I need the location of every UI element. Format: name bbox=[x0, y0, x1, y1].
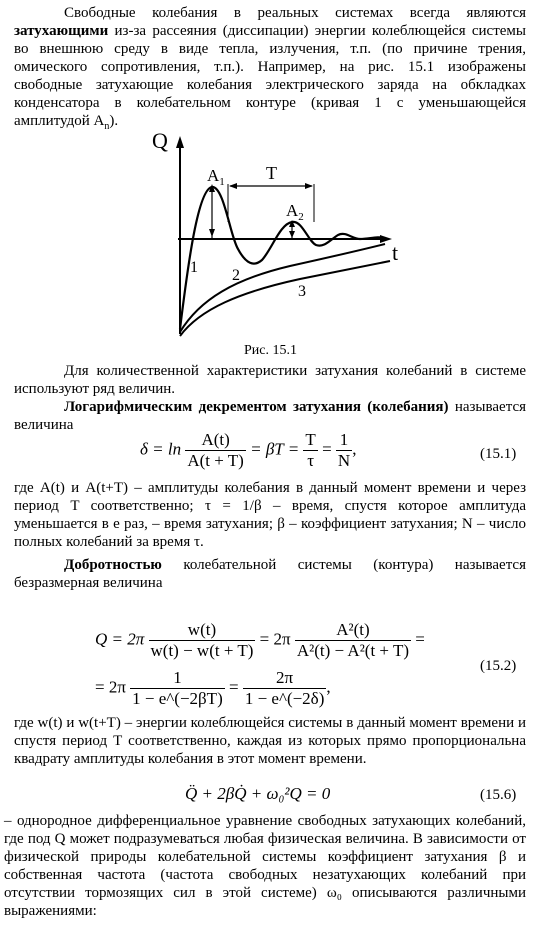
term-damped: затухающими bbox=[14, 23, 109, 39]
curve-2-label: 2 bbox=[232, 267, 240, 284]
y-axis-label: Q bbox=[152, 128, 168, 153]
equation-15-6-number: (15.6) bbox=[480, 787, 517, 803]
a1-arrow-down bbox=[209, 229, 215, 237]
term-log-decrement: Логарифмическим декрементом затухания (колебания) bbox=[64, 399, 449, 415]
equation-15-1: δ = ln $\frac{A(t)}{A(t + T)}$ = βT = $\frac{T}{\tau}$ = $\frac{1}{N}$ , bbox=[140, 430, 357, 470]
log-decrement-paragraph: Логарифмическим декрементом затухания (колебания) называется величина bbox=[14, 399, 527, 433]
period-arrow-right bbox=[305, 183, 313, 189]
period-arrow-left bbox=[229, 183, 237, 189]
equation-15-6: Q̈ + 2βQ̇ + ω₀²Q = 0 bbox=[185, 784, 331, 803]
y-axis-arrow bbox=[176, 136, 184, 148]
curve-1-damped-oscillation bbox=[180, 187, 385, 329]
period-label: T bbox=[266, 163, 277, 183]
energy-paragraph: где w(t) и w(t+T) – энергии колеблющейся системы в данный момент времени и спустя период T соответственно, каждая из которых прямо пропорциональна квадрату амплитуды колебания в этот момент времени. bbox=[14, 715, 526, 767]
differential-equation-paragraph: – однородное дифференциальное уравнение свободных затухающих колебаний, где под Q может подразумеваться любая физическая величина. В зависимости от физической природы колебательной системы коэффициент затухания β и собственная частота (частота свободных незатухающих колебаний при отсутствии тормозящих сил в этой системе) ω₀ описываются различными выражениями: bbox=[4, 813, 526, 919]
figure-15-1 bbox=[140, 124, 420, 344]
curve-2 bbox=[180, 244, 385, 332]
a2-arrow-down bbox=[289, 231, 295, 238]
quantities-paragraph: Для количественной характеристики затухания колебаний в системе используют ряд величин. bbox=[14, 363, 526, 397]
a2-label: $A_2$ bbox=[286, 201, 304, 223]
x-axis-label: t bbox=[392, 240, 399, 265]
quality-factor-paragraph: Добротностью колебательной системы (контура) называется безразмерная величина bbox=[14, 557, 526, 591]
curve-3-label: 3 bbox=[298, 283, 306, 300]
x-axis-arrow bbox=[380, 235, 392, 243]
intro-paragraph: Свободные колебания в реальных системах всегда являются затухающими из-за рассеяния (диссипации) энергии колеблющейся системы во внешнюю среду в виде тепла, излучения, т.п. (по причине трения, омического сопротивления, т.п.). Например, на рис. 15.1 изображены свободные затухающие колебания электрического заряда на обкладках конденсатора в колебательном контуре (кривая 1 с уменьшающейся амплитудой $A_n$). bbox=[14, 5, 526, 132]
curve-1-label: 1 bbox=[190, 259, 198, 276]
figure-caption: Рис. 15.1 bbox=[244, 343, 297, 358]
equation-15-2-line-2: = 2π $\frac{1}{1 - e\^{}(-2\beta T)}$ = $\frac{2\pi}{1 - e\^{}(-2\delta)}$ , bbox=[95, 668, 331, 708]
term-quality-factor: Добротностью bbox=[64, 557, 162, 573]
a1-label: $A_1$ bbox=[207, 166, 225, 188]
equation-15-1-number: (15.1) bbox=[480, 446, 517, 462]
definitions-paragraph: где A(t) и A(t+T) – амплитуды колебания в данный момент времени и через период T соответственно; τ = 1/β – время, спустя которое амплитуда уменьшается в e раз, – время затухания; β – коэффициент затухания; N – число полных колебаний за время τ. bbox=[14, 480, 526, 550]
equation-15-2-line-1: Q = 2π $\frac{w(t)}{w(t) - w(t + T)}$ = 2π $\frac{\text{A²(t)}}{\text{A²(t) − A²(t + T)}}$ = bbox=[95, 620, 425, 660]
equation-15-2-number: (15.2) bbox=[480, 658, 517, 674]
